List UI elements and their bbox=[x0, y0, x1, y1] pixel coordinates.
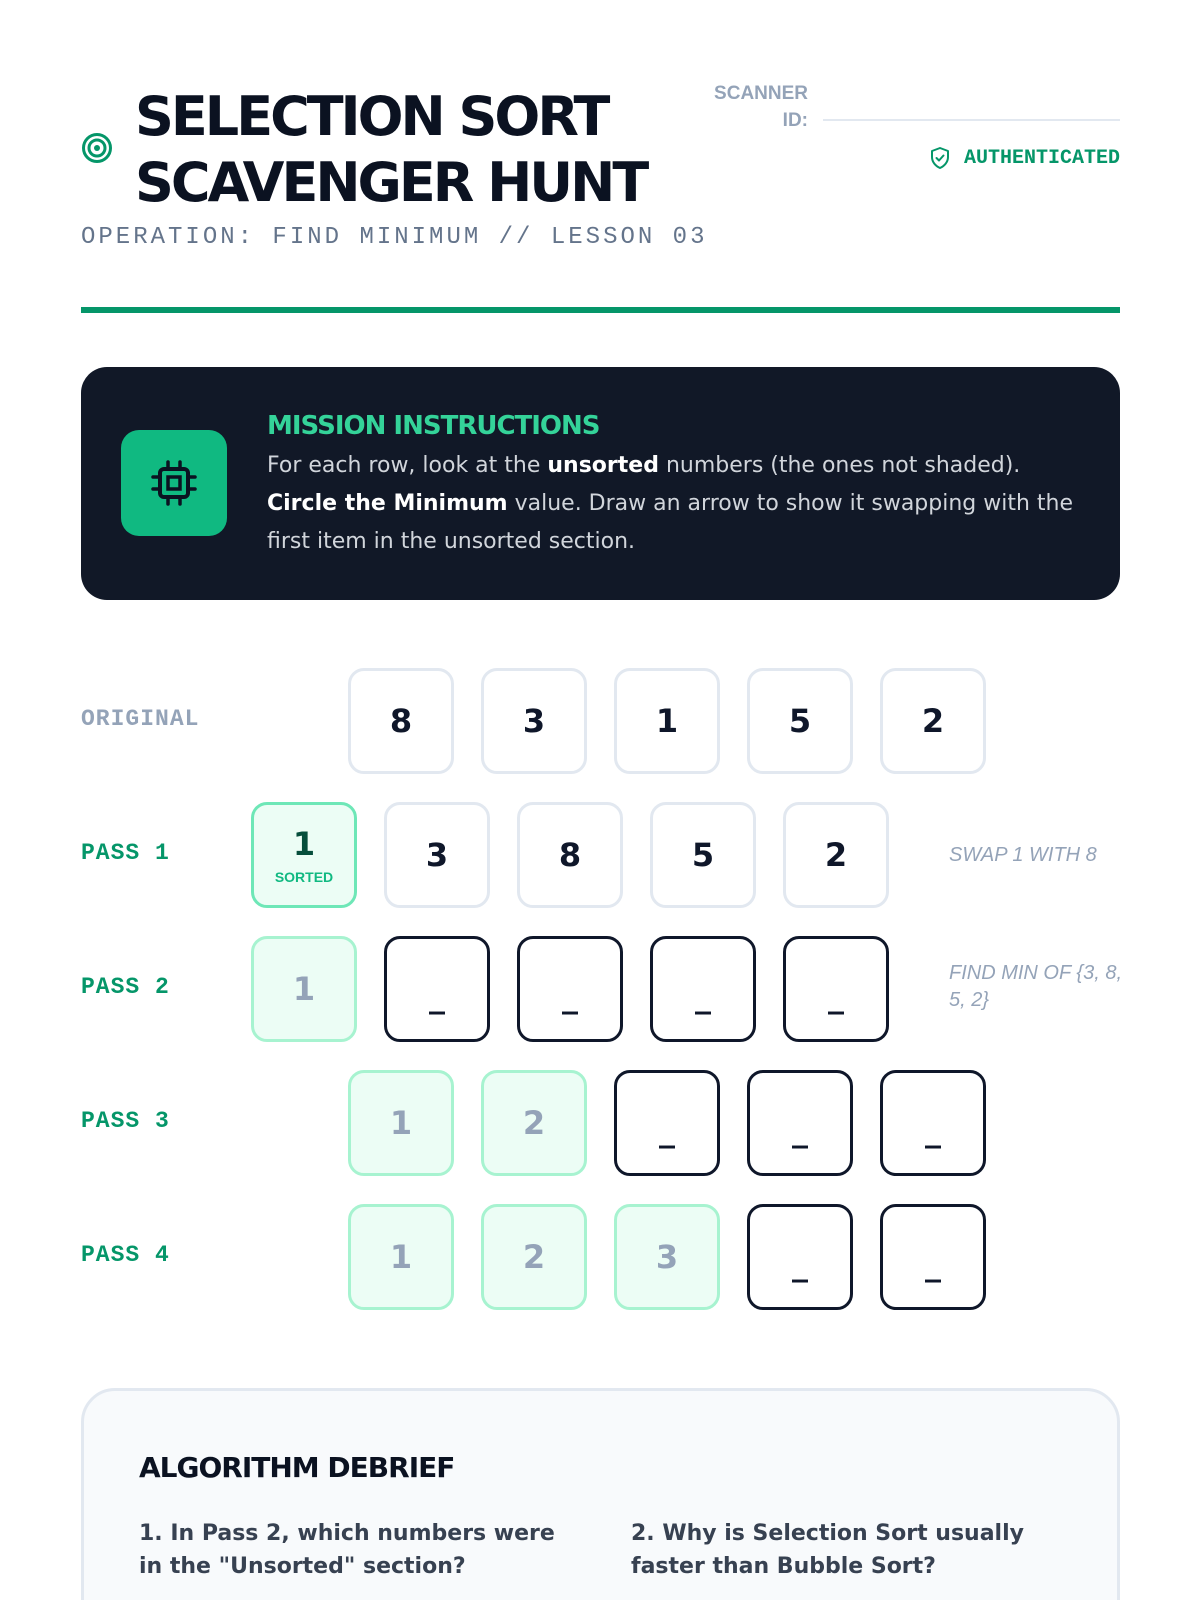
row-note: FIND MIN OF {3, 8, 5, 2} bbox=[949, 962, 1122, 1011]
page-subtitle: OPERATION: FIND MINIMUM // LESSON 03 bbox=[81, 224, 708, 251]
row-label: PASS 1 bbox=[81, 840, 170, 866]
blank-placeholder: _ bbox=[562, 977, 578, 1015]
worksheet-header bbox=[81, 83, 1120, 251]
mission-text: For each row, look at the unsorted numbers (the ones not shaded). Circle the Minimum value. Draw an arrow to show it swapping with the first item in the unsorted section. bbox=[267, 453, 1074, 554]
row-pass-3 bbox=[81, 1070, 1120, 1176]
answer-box[interactable] bbox=[747, 1204, 853, 1310]
answer-box[interactable] bbox=[783, 936, 889, 1042]
blank-placeholder: _ bbox=[792, 1111, 808, 1149]
scanner-id-label: SCANNER ID: bbox=[714, 83, 808, 131]
blank-placeholder: _ bbox=[429, 977, 445, 1015]
number-card: 3 bbox=[481, 668, 587, 774]
sorted-number-card: 1 bbox=[348, 1204, 454, 1310]
row-pass-1 bbox=[81, 802, 1120, 908]
number-card: 8 bbox=[348, 668, 454, 774]
shield-check-icon bbox=[928, 146, 952, 170]
blank-placeholder: _ bbox=[925, 1111, 941, 1149]
chip-icon bbox=[121, 430, 227, 536]
title-line-1: SELECTION SORT bbox=[135, 85, 608, 148]
number-card: 5 bbox=[747, 668, 853, 774]
debrief-title: ALGORITHM DEBRIEF bbox=[139, 1451, 455, 1484]
row-label: PASS 4 bbox=[81, 1242, 170, 1268]
row-label: PASS 2 bbox=[81, 974, 170, 1000]
page-title bbox=[135, 84, 735, 216]
sorted-number-card: 2 bbox=[481, 1070, 587, 1176]
row-label: ORIGINAL bbox=[81, 706, 200, 732]
row-pass-4 bbox=[81, 1204, 1120, 1310]
number-card: 1 bbox=[614, 668, 720, 774]
algorithm-debrief-panel bbox=[81, 1388, 1120, 1600]
debrief-question-1: 1. In Pass 2, which numbers were in the "Unsorted" section? bbox=[139, 1521, 555, 1579]
number-card: 2 bbox=[880, 668, 986, 774]
sorted-tag: SORTED bbox=[274, 869, 334, 885]
scanner-id-field[interactable] bbox=[823, 119, 1120, 121]
scanner-id-block bbox=[709, 80, 1120, 130]
number-card: 3 bbox=[384, 802, 490, 908]
answer-box[interactable] bbox=[614, 1070, 720, 1176]
sorted-number-card: 1 bbox=[251, 936, 357, 1042]
answer-box[interactable] bbox=[880, 1070, 986, 1176]
blank-placeholder: _ bbox=[695, 977, 711, 1015]
sorted-number-card: 2 bbox=[481, 1204, 587, 1310]
row-label: PASS 3 bbox=[81, 1108, 170, 1134]
mission-instructions-panel bbox=[81, 367, 1120, 600]
debrief-question-2: 2. Why is Selection Sort usually faster than Bubble Sort? bbox=[631, 1521, 1024, 1579]
mission-title: MISSION INSTRUCTIONS bbox=[267, 411, 600, 441]
target-icon bbox=[81, 132, 113, 164]
row-original bbox=[81, 668, 1120, 774]
authenticated-label: AUTHENTICATED bbox=[963, 146, 1120, 170]
answer-box[interactable] bbox=[880, 1204, 986, 1310]
sorted-number-card: 1 bbox=[348, 1070, 454, 1176]
blank-placeholder: _ bbox=[925, 1245, 941, 1283]
title-line-2: SCAVENGER HUNT bbox=[135, 151, 647, 214]
number-value: 1 bbox=[292, 825, 316, 863]
sorted-number-card bbox=[251, 802, 357, 908]
blank-placeholder: _ bbox=[792, 1245, 808, 1283]
answer-box[interactable] bbox=[747, 1070, 853, 1176]
blank-placeholder: _ bbox=[828, 977, 844, 1015]
header-divider bbox=[81, 307, 1120, 313]
number-card: 8 bbox=[517, 802, 623, 908]
answer-box[interactable] bbox=[650, 936, 756, 1042]
row-pass-2 bbox=[81, 936, 1120, 1042]
number-card: 5 bbox=[650, 802, 756, 908]
authenticated-badge bbox=[928, 146, 1120, 170]
number-card: 2 bbox=[783, 802, 889, 908]
answer-box[interactable] bbox=[384, 936, 490, 1042]
blank-placeholder: _ bbox=[659, 1111, 675, 1149]
answer-box[interactable] bbox=[517, 936, 623, 1042]
row-note: SWAP 1 WITH 8 bbox=[949, 844, 1097, 866]
sorted-number-card: 3 bbox=[614, 1204, 720, 1310]
sorting-grid bbox=[81, 668, 1120, 1308]
